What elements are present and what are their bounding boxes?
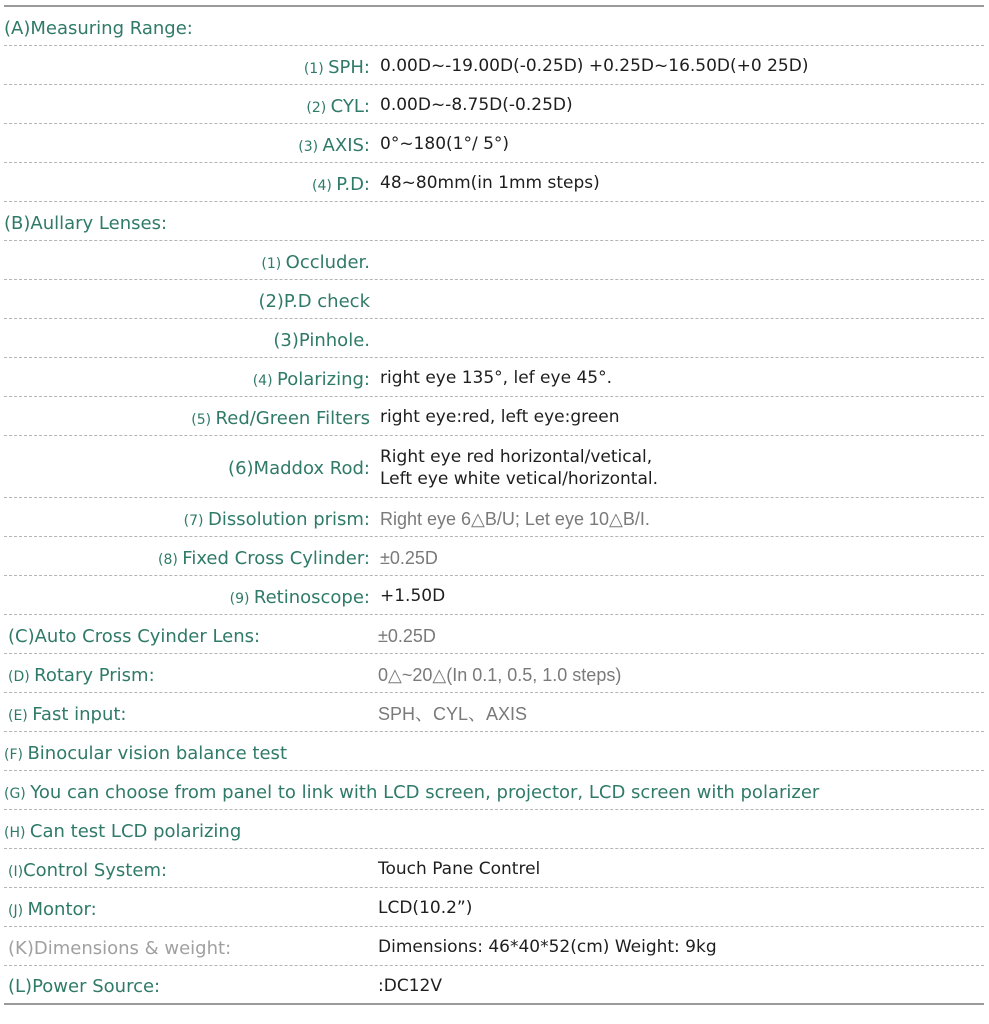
spec-label <box>4 53 370 78</box>
spec-rows <box>4 7 984 1005</box>
spec-row <box>4 124 984 163</box>
spec-label-text: Fixed Cross Cylinder: <box>182 547 370 569</box>
spec-label-prefix: (D) <box>8 668 35 685</box>
spec-value <box>374 699 527 726</box>
spec-label-prefix: (4) <box>312 177 337 194</box>
spec-value-line: right eye 135°, lef eye 45°. <box>380 368 612 389</box>
spec-row <box>4 654 984 693</box>
spec-label <box>4 622 374 647</box>
spec-row <box>4 888 984 927</box>
spec-label <box>4 287 370 312</box>
spec-row <box>4 280 984 319</box>
spec-label-text: Dissolution prism: <box>207 508 370 530</box>
spec-label-text: (C)Auto Cross Cyinder Lens: <box>8 625 261 647</box>
spec-value-line: Left eye white vetical/horizontal. <box>380 468 659 489</box>
spec-label-text: Polarizing: <box>276 368 370 390</box>
spec-label-prefix: (2) <box>306 99 331 116</box>
spec-label <box>4 544 370 569</box>
spec-label-prefix: (1) <box>261 255 286 272</box>
spec-row <box>4 498 984 537</box>
spec-label <box>4 895 374 920</box>
spec-label-text: Occluder. <box>285 251 370 273</box>
spec-label-text: Fast input: <box>32 703 127 725</box>
spec-label-prefix: (9) <box>229 590 254 607</box>
spec-label-text: (B)Aullary Lenses: <box>4 212 168 234</box>
spec-value-line: +1.50D <box>380 586 446 607</box>
spec-label-prefix: (1) <box>303 60 329 77</box>
spec-value-line: 0°~180(1°/ 5°) <box>380 134 510 155</box>
spec-value <box>374 933 717 958</box>
spec-row <box>4 576 984 615</box>
spec-value <box>370 130 509 155</box>
spec-value <box>374 621 436 648</box>
spec-row <box>4 397 984 436</box>
spec-value-line: right eye:red, left eye:green <box>380 407 620 428</box>
spec-row <box>4 241 984 280</box>
spec-value <box>370 443 658 490</box>
spec-value-line: Dimensions: 46*40*52(cm) Weight: 9kg <box>378 937 717 958</box>
spec-row <box>4 966 984 1005</box>
spec-value <box>374 972 442 997</box>
spec-value-line: Right eye red horizontal/vetical, <box>380 447 653 468</box>
spec-label <box>4 248 370 273</box>
spec-row <box>4 163 984 202</box>
spec-value-line: 48~80mm(in 1mm steps) <box>380 173 600 194</box>
spec-value <box>370 582 445 607</box>
spec-value-line: :DC12V <box>378 975 442 996</box>
spec-label <box>4 778 819 803</box>
spec-value <box>370 169 600 194</box>
spec-label <box>4 739 287 764</box>
spec-label-text: (L)Power Source: <box>8 976 161 997</box>
spec-value <box>370 364 612 389</box>
spec-table <box>4 0 984 1005</box>
spec-row <box>4 436 984 498</box>
spec-label <box>4 170 370 195</box>
spec-label <box>4 14 193 39</box>
spec-value-line: 0△~20△(In 0.1, 0.5, 1.0 steps) <box>378 664 622 685</box>
spec-value <box>370 504 650 531</box>
spec-label-text: P.D: <box>336 173 370 195</box>
spec-row <box>4 46 984 85</box>
spec-label-prefix: (H) <box>4 824 30 841</box>
spec-label <box>4 404 370 429</box>
spec-label-text: Can test LCD polarizing <box>29 820 242 842</box>
spec-value <box>374 660 621 687</box>
spec-value-line: ±0.25D <box>378 625 436 646</box>
spec-label <box>4 365 370 390</box>
spec-label-prefix: (G) <box>4 785 31 802</box>
spec-label <box>4 817 241 842</box>
spec-row <box>4 771 984 810</box>
spec-label <box>4 326 370 351</box>
spec-row <box>4 927 984 966</box>
spec-row <box>4 615 984 654</box>
spec-label-text: (3)Pinhole. <box>273 329 370 351</box>
spec-label <box>4 131 370 156</box>
spec-row <box>4 358 984 397</box>
spec-label <box>4 583 370 608</box>
spec-label-text: (2)P.D check <box>258 290 370 312</box>
spec-label-text: Binocular vision balance test <box>27 742 287 764</box>
spec-label-text: You can choose from panel to link with LCD screen, projector, LCD screen with polarizer <box>30 781 820 803</box>
spec-label <box>4 209 167 234</box>
spec-value-line: 0.00D~-19.00D(-0.25D) +0.25D~16.50D(+0 25D) <box>380 56 809 77</box>
spec-row <box>4 7 984 46</box>
spec-label-text: Retinoscope: <box>253 586 370 608</box>
spec-row <box>4 693 984 732</box>
spec-value-line: Touch Pane Contrel <box>378 859 541 880</box>
spec-label <box>4 505 370 530</box>
spec-label <box>4 454 370 479</box>
spec-label-prefix: (7) <box>183 512 208 529</box>
spec-value <box>370 403 619 428</box>
spec-value-line: SPH、CYL、AXIS <box>378 703 528 724</box>
spec-label-prefix: (I) <box>8 863 24 880</box>
spec-row <box>4 202 984 241</box>
spec-label-prefix: (3) <box>298 138 323 155</box>
spec-label-prefix: (5) <box>191 411 216 428</box>
spec-label-prefix: (8) <box>158 551 183 568</box>
spec-label-text: (A)Measuring Range: <box>4 17 193 39</box>
spec-label-text: AXIS: <box>322 134 370 156</box>
spec-row <box>4 319 984 358</box>
spec-label-text: (6)Maddox Rod: <box>228 458 370 479</box>
spec-label <box>4 972 374 997</box>
spec-label-text: Control System: <box>23 859 168 881</box>
spec-label <box>4 92 370 117</box>
spec-value-line: LCD(10.2”) <box>378 898 473 919</box>
spec-label-prefix: (E) <box>8 707 33 724</box>
spec-row <box>4 732 984 771</box>
spec-label-text: SPH: <box>328 56 370 78</box>
spec-value <box>370 52 808 77</box>
spec-label <box>4 934 374 959</box>
spec-row <box>4 537 984 576</box>
spec-value <box>374 855 540 880</box>
spec-label-prefix: (F) <box>4 746 28 763</box>
spec-label-prefix: (4) <box>252 372 277 389</box>
spec-label-prefix: (J) <box>8 902 28 919</box>
spec-label-text: Montor: <box>27 898 97 920</box>
spec-value <box>374 894 472 919</box>
spec-label-text: Rotary Prism: <box>34 664 155 686</box>
spec-row <box>4 810 984 849</box>
spec-label <box>4 856 374 881</box>
spec-label <box>4 661 374 686</box>
spec-label-text: CYL: <box>330 95 370 117</box>
spec-label-text: Red/Green Filters <box>215 407 370 429</box>
spec-value-line: Right eye 6△B/U; Let eye 10△B/I. <box>380 508 650 529</box>
spec-label <box>4 700 374 725</box>
spec-value <box>370 91 573 116</box>
top-rule <box>4 0 984 7</box>
spec-row <box>4 85 984 124</box>
spec-label-text: (K)Dimensions & weight: <box>8 937 232 959</box>
spec-row <box>4 849 984 888</box>
spec-value <box>370 543 438 570</box>
spec-value-line: 0.00D~-8.75D(-0.25D) <box>380 95 573 116</box>
spec-value-line: ±0.25D <box>380 547 438 568</box>
